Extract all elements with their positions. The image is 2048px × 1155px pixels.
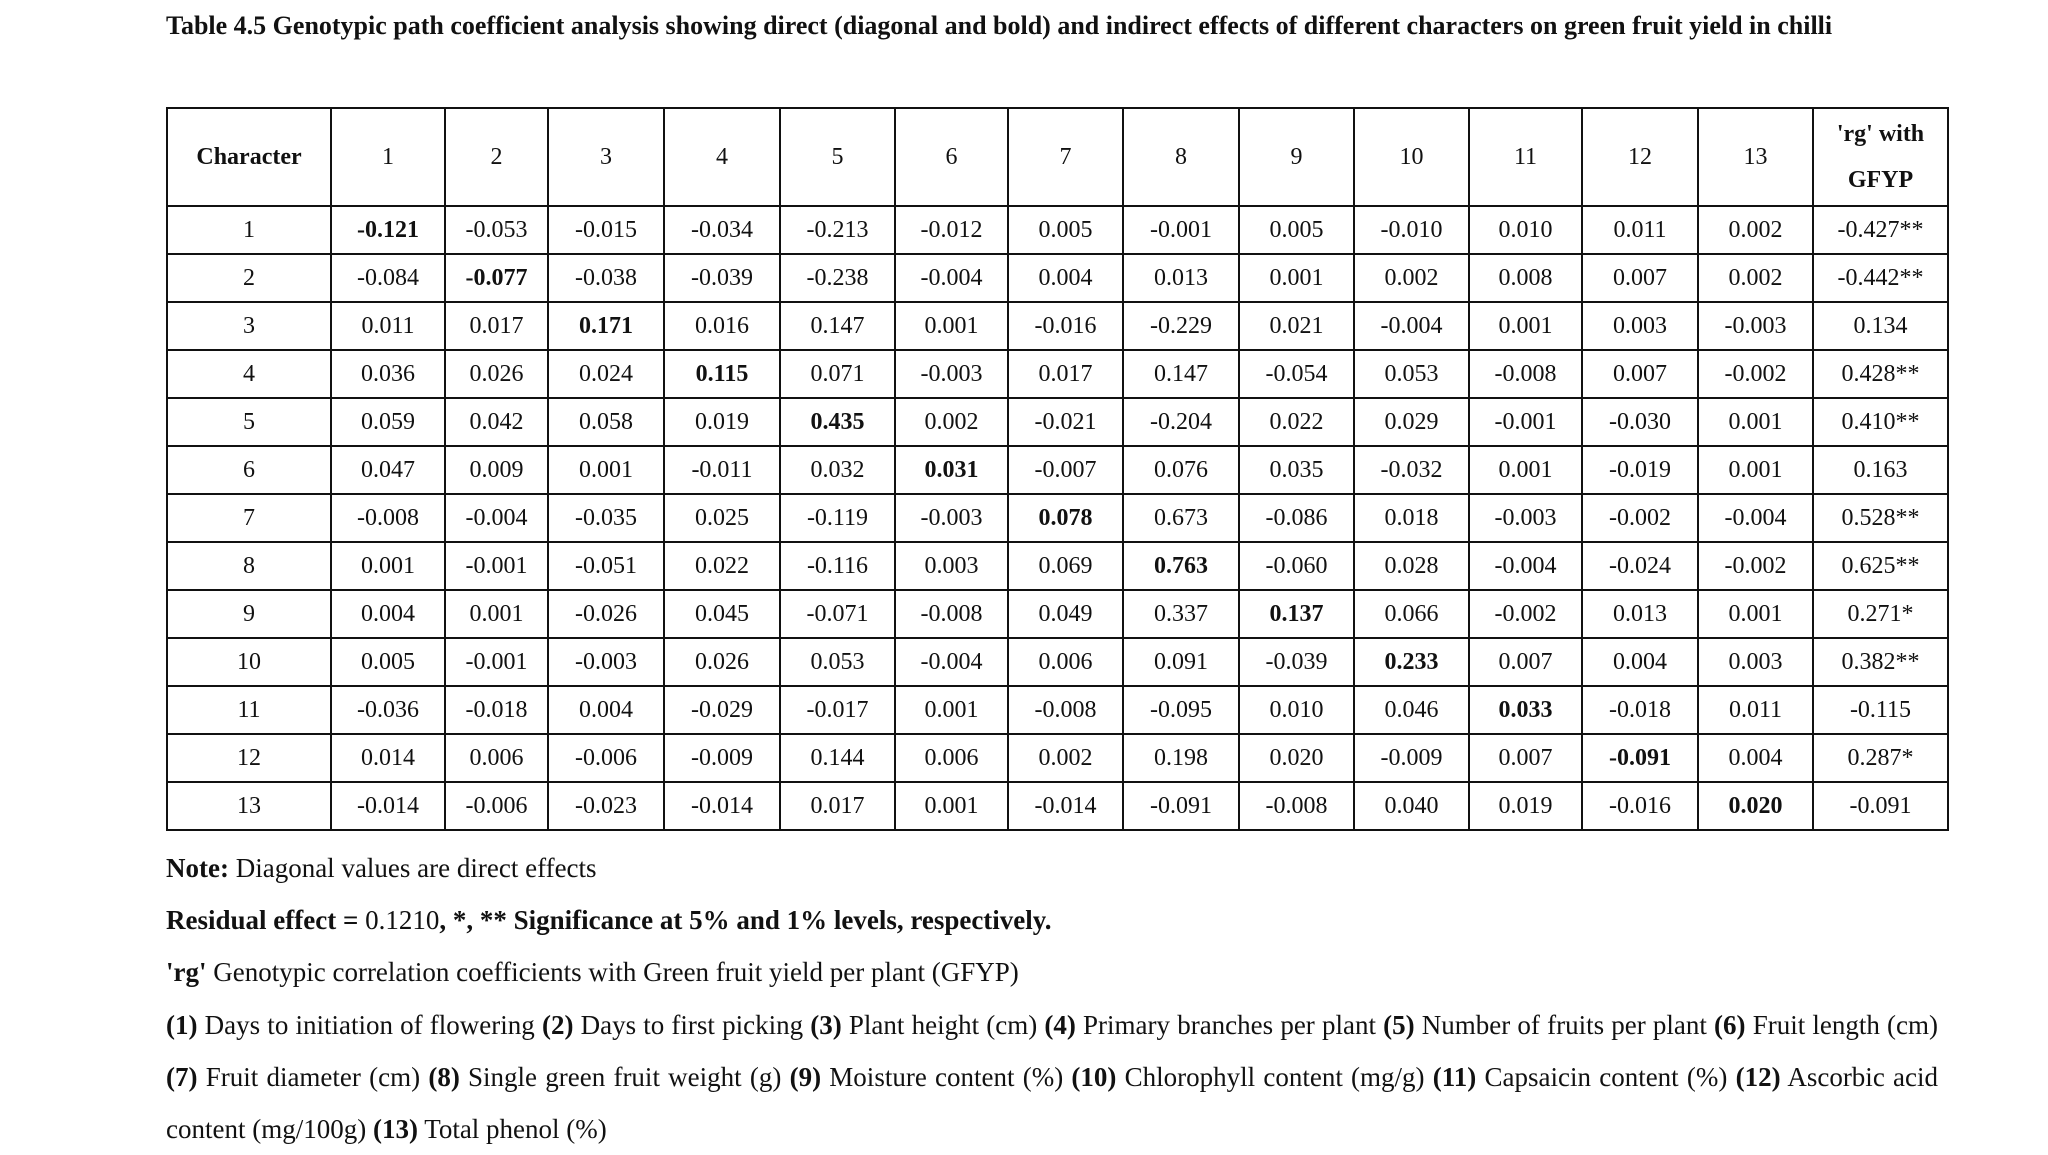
indirect-effect-cell: 0.071 (780, 350, 895, 398)
indirect-effect-cell: 0.025 (664, 494, 780, 542)
indirect-effect-cell: 0.058 (548, 398, 664, 446)
indirect-effect-cell: -0.003 (548, 638, 664, 686)
legend-number: (8) (428, 1062, 460, 1092)
indirect-effect-cell: 0.008 (1469, 254, 1582, 302)
legend-number: (3) (810, 1010, 842, 1040)
indirect-effect-cell: 0.001 (1698, 446, 1813, 494)
indirect-effect-cell: 0.007 (1582, 350, 1698, 398)
indirect-effect-cell: 0.021 (1239, 302, 1354, 350)
table-row (167, 302, 1948, 350)
rg-gfyp-cell: 0.287* (1813, 734, 1948, 782)
rg-gfyp-cell: -0.427** (1813, 206, 1948, 254)
indirect-effect-cell: 0.019 (664, 398, 780, 446)
indirect-effect-cell: 0.045 (664, 590, 780, 638)
rg-gfyp-cell: 0.382** (1813, 638, 1948, 686)
header-col-2: 2 (445, 108, 548, 206)
indirect-effect-cell: -0.039 (1239, 638, 1354, 686)
header-col-12: 12 (1582, 108, 1698, 206)
indirect-effect-cell: 0.091 (1123, 638, 1239, 686)
direct-effect-cell: -0.077 (445, 254, 548, 302)
indirect-effect-cell: -0.038 (548, 254, 664, 302)
header-col-13: 13 (1698, 108, 1813, 206)
page (166, 8, 1939, 1144)
table-row (167, 590, 1948, 638)
indirect-effect-cell: 0.013 (1582, 590, 1698, 638)
residual-value: 0.1210 (358, 905, 440, 935)
header-row (167, 108, 1948, 206)
indirect-effect-cell: -0.036 (331, 686, 445, 734)
indirect-effect-cell: 0.198 (1123, 734, 1239, 782)
legend-number: (4) (1044, 1010, 1076, 1040)
indirect-effect-cell: -0.035 (548, 494, 664, 542)
indirect-effect-cell: -0.009 (664, 734, 780, 782)
indirect-effect-cell: -0.034 (664, 206, 780, 254)
indirect-effect-cell: -0.024 (1582, 542, 1698, 590)
direct-effect-cell: -0.091 (1582, 734, 1698, 782)
legend-number: (10) (1071, 1062, 1117, 1092)
indirect-effect-cell: 0.059 (331, 398, 445, 446)
legend-number: (6) (1714, 1010, 1746, 1040)
indirect-effect-cell: 0.066 (1354, 590, 1469, 638)
rg-gfyp-cell: 0.410** (1813, 398, 1948, 446)
note-text: Diagonal values are direct effects (228, 853, 597, 883)
row-character: 12 (167, 734, 331, 782)
legend-text: Primary branches per plant (1075, 1010, 1384, 1040)
indirect-effect-cell: -0.002 (1469, 590, 1582, 638)
indirect-effect-cell: 0.026 (664, 638, 780, 686)
header-col-3: 3 (548, 108, 664, 206)
indirect-effect-cell: 0.001 (1698, 398, 1813, 446)
indirect-effect-cell: -0.029 (664, 686, 780, 734)
indirect-effect-cell: -0.001 (1123, 206, 1239, 254)
legend-number: (9) (789, 1062, 822, 1092)
indirect-effect-cell: 0.001 (1239, 254, 1354, 302)
legend-text: Chlorophyll content (mg/g) (1116, 1062, 1433, 1092)
indirect-effect-cell: -0.002 (1698, 542, 1813, 590)
direct-effect-cell: 0.020 (1698, 782, 1813, 830)
legend-text: Total phenol (%) (417, 1114, 607, 1144)
rg-text: Genotypic correlation coefficients with Green fruit yield per plant (GFYP) (206, 957, 1019, 987)
indirect-effect-cell: 0.001 (548, 446, 664, 494)
legend-number: (13) (372, 1114, 418, 1144)
indirect-effect-cell: 0.004 (1582, 638, 1698, 686)
indirect-effect-cell: 0.028 (1354, 542, 1469, 590)
indirect-effect-cell: 0.022 (1239, 398, 1354, 446)
indirect-effect-cell: 0.001 (1469, 446, 1582, 494)
rg-label: 'rg' (166, 957, 207, 987)
legend-text: Number of fruits per plant (1414, 1010, 1715, 1040)
indirect-effect-cell: 0.046 (1354, 686, 1469, 734)
table-row (167, 542, 1948, 590)
indirect-effect-cell: -0.015 (548, 206, 664, 254)
legend-text: Single green fruit weight (g) (459, 1062, 790, 1092)
table-row (167, 206, 1948, 254)
indirect-effect-cell: 0.005 (331, 638, 445, 686)
header-col-9: 9 (1239, 108, 1354, 206)
indirect-effect-cell: -0.119 (780, 494, 895, 542)
header-col-1: 1 (331, 108, 445, 206)
indirect-effect-cell: -0.002 (1582, 494, 1698, 542)
indirect-effect-cell: 0.001 (331, 542, 445, 590)
indirect-effect-cell: -0.010 (1354, 206, 1469, 254)
indirect-effect-cell: -0.091 (1123, 782, 1239, 830)
indirect-effect-cell: -0.001 (445, 638, 548, 686)
indirect-effect-cell: 0.026 (445, 350, 548, 398)
indirect-effect-cell: 0.011 (1582, 206, 1698, 254)
path-coefficient-table (166, 107, 1949, 831)
header-rg-line2: GFYP (1847, 167, 1914, 193)
indirect-effect-cell: 0.003 (1582, 302, 1698, 350)
indirect-effect-cell: -0.017 (780, 686, 895, 734)
indirect-effect-cell: -0.018 (1582, 686, 1698, 734)
header-col-10: 10 (1354, 108, 1469, 206)
indirect-effect-cell: -0.003 (1469, 494, 1582, 542)
legend-text: Plant height (cm) (841, 1010, 1045, 1040)
indirect-effect-cell: 0.022 (664, 542, 780, 590)
rg-gfyp-cell: 0.271* (1813, 590, 1948, 638)
indirect-effect-cell: 0.001 (895, 782, 1008, 830)
indirect-effect-cell: 0.002 (895, 398, 1008, 446)
residual-line (166, 894, 1938, 946)
indirect-effect-cell: -0.001 (445, 542, 548, 590)
indirect-effect-cell: -0.019 (1582, 446, 1698, 494)
row-character: 4 (167, 350, 331, 398)
row-character: 9 (167, 590, 331, 638)
indirect-effect-cell: -0.084 (331, 254, 445, 302)
legend-number: (5) (1383, 1010, 1415, 1040)
indirect-effect-cell: 0.004 (548, 686, 664, 734)
indirect-effect-cell: -0.053 (445, 206, 548, 254)
table-row (167, 638, 1948, 686)
indirect-effect-cell: 0.001 (1698, 590, 1813, 638)
header-col-5: 5 (780, 108, 895, 206)
indirect-effect-cell: -0.014 (664, 782, 780, 830)
indirect-effect-cell: -0.086 (1239, 494, 1354, 542)
legend-text: Days to first picking (573, 1010, 811, 1040)
indirect-effect-cell: -0.006 (548, 734, 664, 782)
indirect-effect-cell: -0.071 (780, 590, 895, 638)
direct-effect-cell: 0.435 (780, 398, 895, 446)
indirect-effect-cell: 0.020 (1239, 734, 1354, 782)
indirect-effect-cell: -0.023 (548, 782, 664, 830)
direct-effect-cell: 0.763 (1123, 542, 1239, 590)
indirect-effect-cell: 0.001 (895, 302, 1008, 350)
direct-effect-cell: 0.115 (664, 350, 780, 398)
table-row (167, 686, 1948, 734)
indirect-effect-cell: -0.204 (1123, 398, 1239, 446)
indirect-effect-cell: 0.006 (445, 734, 548, 782)
direct-effect-cell: 0.031 (895, 446, 1008, 494)
indirect-effect-cell: -0.116 (780, 542, 895, 590)
table-caption: Table 4.5 Genotypic path coefficient analysis showing direct (diagonal and bold) and indirect effects of different characters on green fruit yield in chilli (166, 11, 1833, 40)
indirect-effect-cell: 0.147 (1123, 350, 1239, 398)
row-character: 8 (167, 542, 331, 590)
indirect-effect-cell: 0.006 (1008, 638, 1123, 686)
indirect-effect-cell: -0.095 (1123, 686, 1239, 734)
table-notes (166, 842, 1938, 1155)
indirect-effect-cell: 0.036 (331, 350, 445, 398)
indirect-effect-cell: 0.013 (1123, 254, 1239, 302)
indirect-effect-cell: -0.004 (895, 254, 1008, 302)
indirect-effect-cell: 0.001 (895, 686, 1008, 734)
indirect-effect-cell: 0.007 (1469, 638, 1582, 686)
legend-text: Ascorbic acid content (mg/100g) (166, 1062, 1938, 1144)
table-row (167, 734, 1948, 782)
row-character: 11 (167, 686, 331, 734)
indirect-effect-cell: -0.003 (1698, 302, 1813, 350)
indirect-effect-cell: 0.673 (1123, 494, 1239, 542)
row-character: 6 (167, 446, 331, 494)
indirect-effect-cell: 0.069 (1008, 542, 1123, 590)
indirect-effect-cell: -0.039 (664, 254, 780, 302)
table-body (167, 206, 1948, 830)
indirect-effect-cell: 0.040 (1354, 782, 1469, 830)
note-label: Note: (166, 853, 229, 883)
indirect-effect-cell: 0.053 (1354, 350, 1469, 398)
indirect-effect-cell: -0.004 (1354, 302, 1469, 350)
row-character: 13 (167, 782, 331, 830)
indirect-effect-cell: 0.002 (1354, 254, 1469, 302)
indirect-effect-cell: 0.017 (780, 782, 895, 830)
indirect-effect-cell: 0.144 (780, 734, 895, 782)
indirect-effect-cell: -0.238 (780, 254, 895, 302)
header-col-11: 11 (1469, 108, 1582, 206)
legend-text: Fruit length (cm) (1745, 1010, 1939, 1040)
header-col-7: 7 (1008, 108, 1123, 206)
indirect-effect-cell: 0.002 (1698, 254, 1813, 302)
indirect-effect-cell: -0.008 (331, 494, 445, 542)
indirect-effect-cell: -0.051 (548, 542, 664, 590)
rg-gfyp-cell: 0.134 (1813, 302, 1948, 350)
table-row (167, 254, 1948, 302)
header-character: Character (167, 108, 331, 206)
legend-text: Fruit diameter (cm) (197, 1062, 429, 1092)
indirect-effect-cell: 0.006 (895, 734, 1008, 782)
indirect-effect-cell: 0.005 (1239, 206, 1354, 254)
row-character: 2 (167, 254, 331, 302)
indirect-effect-cell: 0.002 (1008, 734, 1123, 782)
indirect-effect-cell: 0.010 (1239, 686, 1354, 734)
indirect-effect-cell: 0.010 (1469, 206, 1582, 254)
rg-gfyp-cell: -0.115 (1813, 686, 1948, 734)
header-col-6: 6 (895, 108, 1008, 206)
indirect-effect-cell: 0.004 (1698, 734, 1813, 782)
legend-number: (1) (166, 1010, 198, 1040)
indirect-effect-cell: -0.021 (1008, 398, 1123, 446)
indirect-effect-cell: 0.004 (331, 590, 445, 638)
indirect-effect-cell: -0.003 (895, 350, 1008, 398)
indirect-effect-cell: -0.030 (1582, 398, 1698, 446)
indirect-effect-cell: -0.026 (548, 590, 664, 638)
table-row (167, 398, 1948, 446)
rg-gfyp-cell: 0.528** (1813, 494, 1948, 542)
note-line (166, 842, 1938, 894)
character-legend (166, 999, 1938, 1155)
indirect-effect-cell: 0.018 (1354, 494, 1469, 542)
legend-number: (2) (541, 1010, 574, 1040)
indirect-effect-cell: -0.003 (895, 494, 1008, 542)
indirect-effect-cell: -0.213 (780, 206, 895, 254)
rg-gfyp-cell: 0.625** (1813, 542, 1948, 590)
indirect-effect-cell: -0.012 (895, 206, 1008, 254)
indirect-effect-cell: 0.009 (445, 446, 548, 494)
legend-text: Days to initiation of flowering (197, 1010, 542, 1040)
header-rg-line1: 'rg' with (1836, 121, 1925, 147)
row-character: 7 (167, 494, 331, 542)
direct-effect-cell: 0.233 (1354, 638, 1469, 686)
indirect-effect-cell: 0.004 (1008, 254, 1123, 302)
indirect-effect-cell: 0.049 (1008, 590, 1123, 638)
table-row (167, 782, 1948, 830)
indirect-effect-cell: -0.007 (1008, 446, 1123, 494)
direct-effect-cell: 0.171 (548, 302, 664, 350)
legend-text: Capsaicin content (%) (1476, 1062, 1736, 1092)
indirect-effect-cell: 0.011 (331, 302, 445, 350)
indirect-effect-cell: -0.008 (895, 590, 1008, 638)
indirect-effect-cell: 0.014 (331, 734, 445, 782)
legend-number: (11) (1432, 1062, 1477, 1092)
row-character: 3 (167, 302, 331, 350)
indirect-effect-cell: -0.014 (1008, 782, 1123, 830)
indirect-effect-cell: 0.337 (1123, 590, 1239, 638)
indirect-effect-cell: -0.032 (1354, 446, 1469, 494)
indirect-effect-cell: -0.229 (1123, 302, 1239, 350)
indirect-effect-cell: 0.029 (1354, 398, 1469, 446)
indirect-effect-cell: -0.060 (1239, 542, 1354, 590)
indirect-effect-cell: 0.053 (780, 638, 895, 686)
indirect-effect-cell: -0.008 (1469, 350, 1582, 398)
significance-text: , *, ** Significance at 5% and 1% levels, respectively. (439, 905, 1052, 935)
indirect-effect-cell: 0.002 (1698, 206, 1813, 254)
rg-line (166, 946, 1938, 998)
indirect-effect-cell: 0.032 (780, 446, 895, 494)
row-character: 10 (167, 638, 331, 686)
direct-effect-cell: 0.033 (1469, 686, 1582, 734)
residual-label: Residual effect = (166, 905, 359, 935)
indirect-effect-cell: 0.017 (1008, 350, 1123, 398)
indirect-effect-cell: 0.042 (445, 398, 548, 446)
indirect-effect-cell: 0.003 (1698, 638, 1813, 686)
row-character: 1 (167, 206, 331, 254)
indirect-effect-cell: -0.002 (1698, 350, 1813, 398)
row-character: 5 (167, 398, 331, 446)
header-col-8: 8 (1123, 108, 1239, 206)
indirect-effect-cell: 0.001 (445, 590, 548, 638)
direct-effect-cell: 0.137 (1239, 590, 1354, 638)
indirect-effect-cell: 0.047 (331, 446, 445, 494)
indirect-effect-cell: -0.004 (1469, 542, 1582, 590)
header-rg-gfyp (1813, 108, 1948, 206)
header-col-4: 4 (664, 108, 780, 206)
rg-gfyp-cell: 0.428** (1813, 350, 1948, 398)
indirect-effect-cell: -0.014 (331, 782, 445, 830)
rg-gfyp-cell: -0.091 (1813, 782, 1948, 830)
indirect-effect-cell: -0.011 (664, 446, 780, 494)
indirect-effect-cell: -0.004 (1698, 494, 1813, 542)
indirect-effect-cell: -0.004 (445, 494, 548, 542)
indirect-effect-cell: 0.007 (1469, 734, 1582, 782)
indirect-effect-cell: 0.011 (1698, 686, 1813, 734)
indirect-effect-cell: -0.054 (1239, 350, 1354, 398)
indirect-effect-cell: 0.019 (1469, 782, 1582, 830)
indirect-effect-cell: 0.007 (1582, 254, 1698, 302)
indirect-effect-cell: 0.005 (1008, 206, 1123, 254)
direct-effect-cell: -0.121 (331, 206, 445, 254)
indirect-effect-cell: -0.001 (1469, 398, 1582, 446)
table-row (167, 494, 1948, 542)
indirect-effect-cell: -0.016 (1008, 302, 1123, 350)
indirect-effect-cell: 0.147 (780, 302, 895, 350)
indirect-effect-cell: -0.004 (895, 638, 1008, 686)
table-row (167, 350, 1948, 398)
direct-effect-cell: 0.078 (1008, 494, 1123, 542)
indirect-effect-cell: 0.035 (1239, 446, 1354, 494)
indirect-effect-cell: -0.018 (445, 686, 548, 734)
indirect-effect-cell: -0.008 (1239, 782, 1354, 830)
indirect-effect-cell: -0.016 (1582, 782, 1698, 830)
indirect-effect-cell: 0.017 (445, 302, 548, 350)
table-row (167, 446, 1948, 494)
legend-text: Moisture content (%) (821, 1062, 1072, 1092)
legend-number: (12) (1735, 1062, 1781, 1092)
indirect-effect-cell: 0.016 (664, 302, 780, 350)
indirect-effect-cell: -0.009 (1354, 734, 1469, 782)
legend-number: (7) (166, 1062, 198, 1092)
indirect-effect-cell: -0.006 (445, 782, 548, 830)
indirect-effect-cell: 0.024 (548, 350, 664, 398)
indirect-effect-cell: 0.076 (1123, 446, 1239, 494)
indirect-effect-cell: -0.008 (1008, 686, 1123, 734)
rg-gfyp-cell: 0.163 (1813, 446, 1948, 494)
indirect-effect-cell: 0.003 (895, 542, 1008, 590)
rg-gfyp-cell: -0.442** (1813, 254, 1948, 302)
indirect-effect-cell: 0.001 (1469, 302, 1582, 350)
